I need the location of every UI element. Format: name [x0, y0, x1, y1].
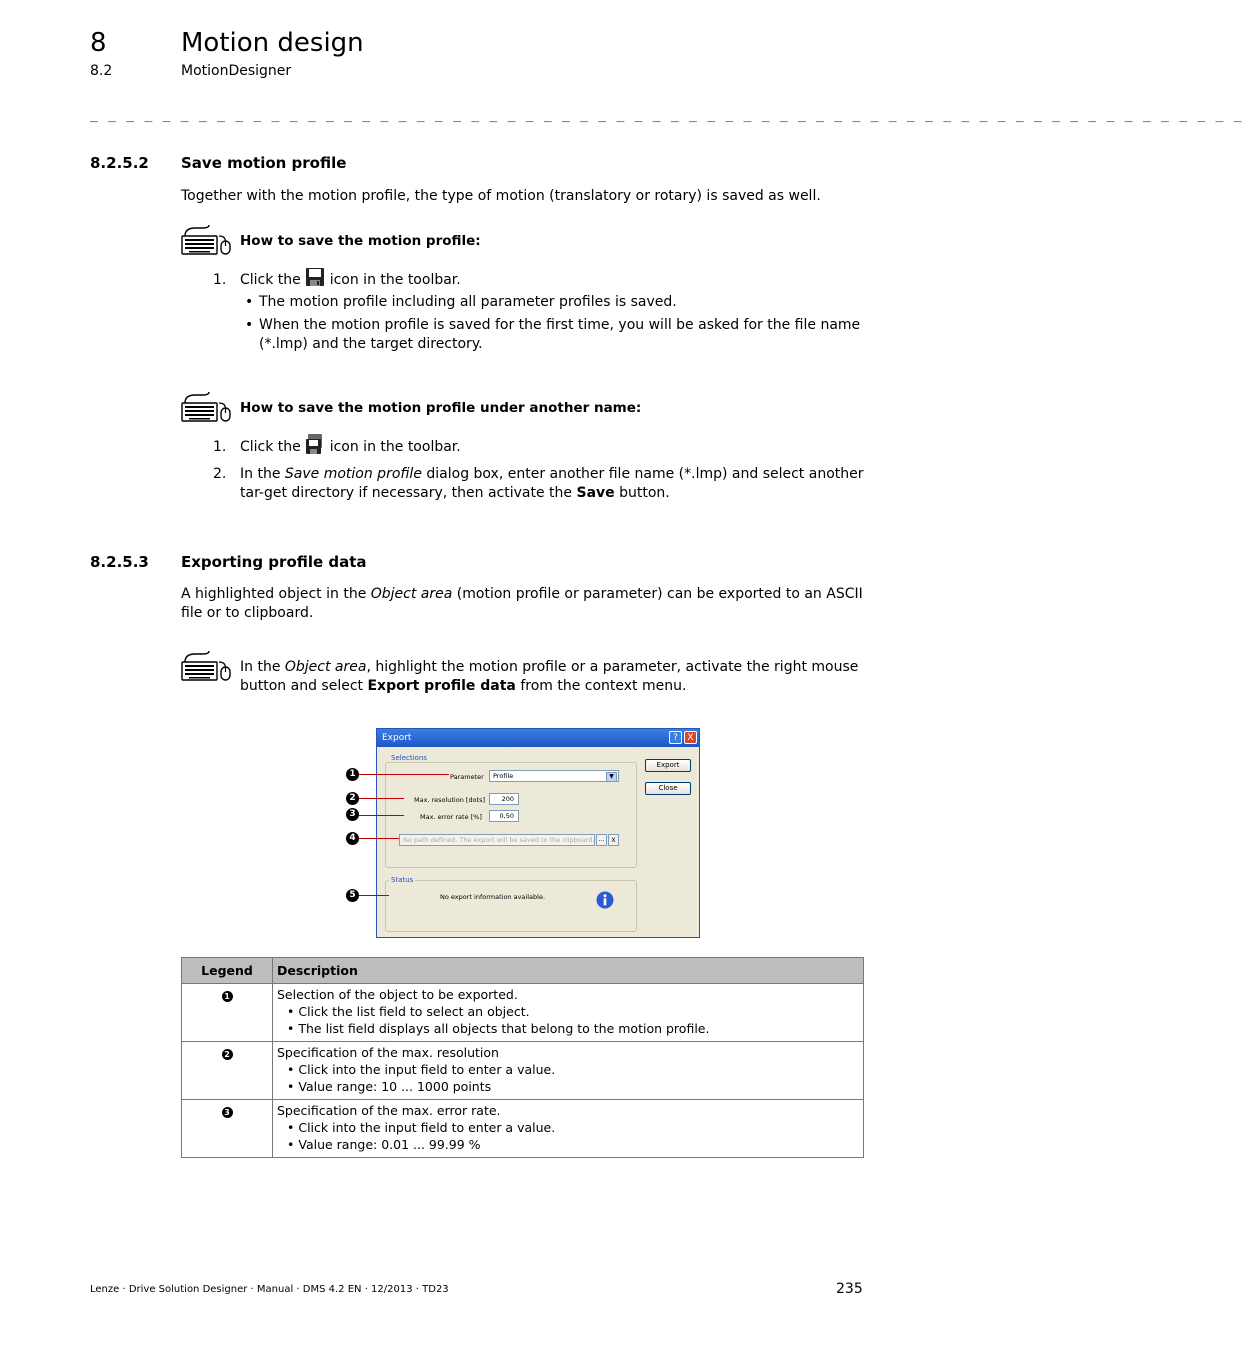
para-italic: Object area — [284, 659, 367, 675]
column-header: Legend — [182, 958, 273, 984]
bullet-text: Click into the input field to enter a value. — [298, 1062, 556, 1077]
step-text: icon in the toolbar. — [329, 272, 461, 288]
parameter-select[interactable] — [489, 770, 619, 782]
chapter-title: Motion design — [181, 28, 364, 58]
description-bullet: • Click into the input field to enter a value. — [287, 1062, 556, 1077]
callout-line — [359, 815, 404, 816]
legend-marker: 3 — [222, 1107, 233, 1118]
step-text: In the — [240, 466, 285, 482]
status-label: Status — [391, 876, 414, 884]
step-text: Click the — [240, 272, 301, 288]
legend-marker: 2 — [222, 1049, 233, 1060]
page-number: 235 — [836, 1281, 863, 1297]
step-number: 2. — [213, 466, 227, 482]
header-separator: _ _ _ _ _ _ _ _ _ _ _ _ _ _ _ _ _ _ _ _ _ _ _ _ _ _ _ _ _ _ _ _ _ _ _ _ _ _ _ _ _ _ _ _ _ _ _ _ _ _ _ _ _ _ _ _ _ _ _ _ _ _ _ _ — [90, 108, 1243, 123]
dialog-titlebar — [377, 729, 699, 747]
table-row — [182, 984, 864, 1042]
bullet-text: Click into the input field to enter a value. — [298, 1120, 556, 1135]
bullet-marker: • — [245, 294, 254, 310]
para-bold: Export profile data — [367, 678, 516, 694]
path-input[interactable]: No path defined. The export will be saved to the clipboard. — [399, 834, 595, 846]
callout-line — [359, 895, 389, 896]
export-button[interactable]: Export — [645, 759, 691, 772]
callout-line — [359, 798, 404, 799]
howto-save-heading: How to save the motion profile: — [240, 233, 481, 249]
section-number: 8.2 — [90, 63, 113, 79]
legend-cell — [182, 1100, 273, 1158]
keyboard-mouse-icon — [181, 650, 233, 682]
callout-line — [359, 774, 449, 775]
description-bullet: • The list field displays all objects that belong to the motion profile. — [287, 1021, 710, 1036]
chevron-down-icon[interactable]: ▼ — [606, 772, 617, 782]
step-saveas-dialog — [240, 465, 868, 503]
description-text: Specification of the max. resolution — [277, 1045, 499, 1060]
selections-label: Selections — [391, 754, 427, 762]
parameter-label: Parameter — [450, 773, 484, 781]
error-rate-label: Max. error rate [%] — [420, 813, 482, 821]
status-text: No export information available. — [440, 893, 546, 901]
error-rate-input[interactable]: 0,50 — [489, 810, 519, 822]
description-bullet: • Click the list field to select an object. — [287, 1004, 530, 1019]
footer-text: Lenze · Drive Solution Designer · Manual · DMS 4.2 EN · 12/2013 · TD23 — [90, 1284, 449, 1295]
save-icon — [305, 267, 325, 287]
table-row — [182, 1100, 864, 1158]
step-italic: Save motion profile — [284, 466, 422, 482]
step-text: Click the — [240, 439, 301, 455]
legend-cell — [182, 984, 273, 1042]
export-section-number: 8.2.5.3 — [90, 553, 149, 571]
step-text: button. — [614, 485, 670, 501]
howto-saveas-heading: How to save the motion profile under another name: — [240, 400, 642, 416]
description-bullet: • Value range: 0.01 ... 99.99 % — [287, 1137, 481, 1152]
description-bullet: • Click into the input field to enter a value. — [287, 1120, 556, 1135]
step-text: dialog box, enter another file name (*.lmp) and select another tar-get directory if necessary, then activate the — [240, 466, 864, 501]
description-bullet: • Value range: 10 ... 1000 points — [287, 1079, 492, 1094]
column-header: Description — [273, 958, 864, 984]
step-number: 1. — [213, 272, 227, 288]
step-number: 1. — [213, 439, 227, 455]
close-button[interactable]: Close — [645, 782, 691, 795]
save-intro: Together with the motion profile, the type of motion (translatory or rotary) is saved as well. — [181, 188, 821, 204]
callout-marker: 3 — [346, 808, 359, 821]
clear-path-button[interactable]: X — [608, 834, 619, 846]
legend-marker: 1 — [222, 991, 233, 1002]
step-text: icon in the toolbar. — [329, 439, 461, 455]
keyboard-mouse-icon — [181, 391, 233, 423]
save-as-icon — [305, 434, 325, 454]
description-cell — [273, 1100, 864, 1158]
legend-cell — [182, 1042, 273, 1100]
parameter-value: Profile — [493, 772, 514, 780]
para-text: (motion profile or parameter) can be exported to an ASCII file or to clipboard. — [181, 586, 863, 621]
save-section-number: 8.2.5.2 — [90, 154, 149, 172]
close-icon[interactable]: X — [684, 731, 697, 744]
save-section-title: Save motion profile — [181, 154, 347, 172]
table-row — [182, 1042, 864, 1100]
para-text: from the context menu. — [515, 678, 687, 694]
keyboard-mouse-icon — [181, 224, 233, 256]
para-text: , highlight the motion profile or a parameter, activate the right mouse button and select — [240, 659, 859, 694]
resolution-label: Max. resolution [dots] — [414, 796, 486, 804]
browse-button[interactable]: ... — [596, 834, 607, 846]
bullet-text: When the motion profile is saved for the first time, you will be asked for the file name (*.lmp) and the target directory. — [259, 317, 861, 352]
resolution-input[interactable]: 200 — [489, 793, 519, 805]
bullet-text: Value range: 0.01 ... 99.99 % — [298, 1137, 481, 1152]
help-button[interactable]: ? — [669, 731, 682, 744]
description-cell — [273, 1042, 864, 1100]
bullet-text: The motion profile including all parameter profiles is saved. — [259, 294, 677, 310]
bullet-marker: • — [245, 317, 254, 333]
info-icon — [596, 891, 614, 909]
callout-marker: 2 — [346, 792, 359, 805]
export-instruction — [240, 658, 865, 696]
chapter-number: 8 — [90, 28, 107, 58]
callout-marker: 1 — [346, 768, 359, 781]
description-text: Selection of the object to be exported. — [277, 987, 518, 1002]
export-dialog — [376, 728, 700, 938]
description-text: Specification of the max. error rate. — [277, 1103, 501, 1118]
section-title: MotionDesigner — [181, 63, 292, 79]
bullet-text: Value range: 10 ... 1000 points — [298, 1079, 492, 1094]
para-text: A highlighted object in the — [181, 586, 371, 602]
callout-line — [359, 838, 399, 839]
export-intro — [181, 585, 869, 623]
bullet-text: The list field displays all objects that belong to the motion profile. — [298, 1021, 710, 1036]
step-bold: Save — [576, 485, 615, 501]
para-italic: Object area — [370, 586, 453, 602]
callout-marker: 5 — [346, 889, 359, 902]
dialog-title: Export — [382, 733, 412, 743]
bullet-text: Click the list field to select an object. — [298, 1004, 530, 1019]
legend-table — [181, 957, 864, 1158]
para-text: In the — [240, 659, 285, 675]
step-save-click — [240, 265, 461, 295]
table-header-row — [182, 958, 864, 984]
description-cell — [273, 984, 864, 1042]
step-saveas-click — [240, 432, 461, 462]
callout-marker: 4 — [346, 832, 359, 845]
export-section-title: Exporting profile data — [181, 553, 367, 571]
